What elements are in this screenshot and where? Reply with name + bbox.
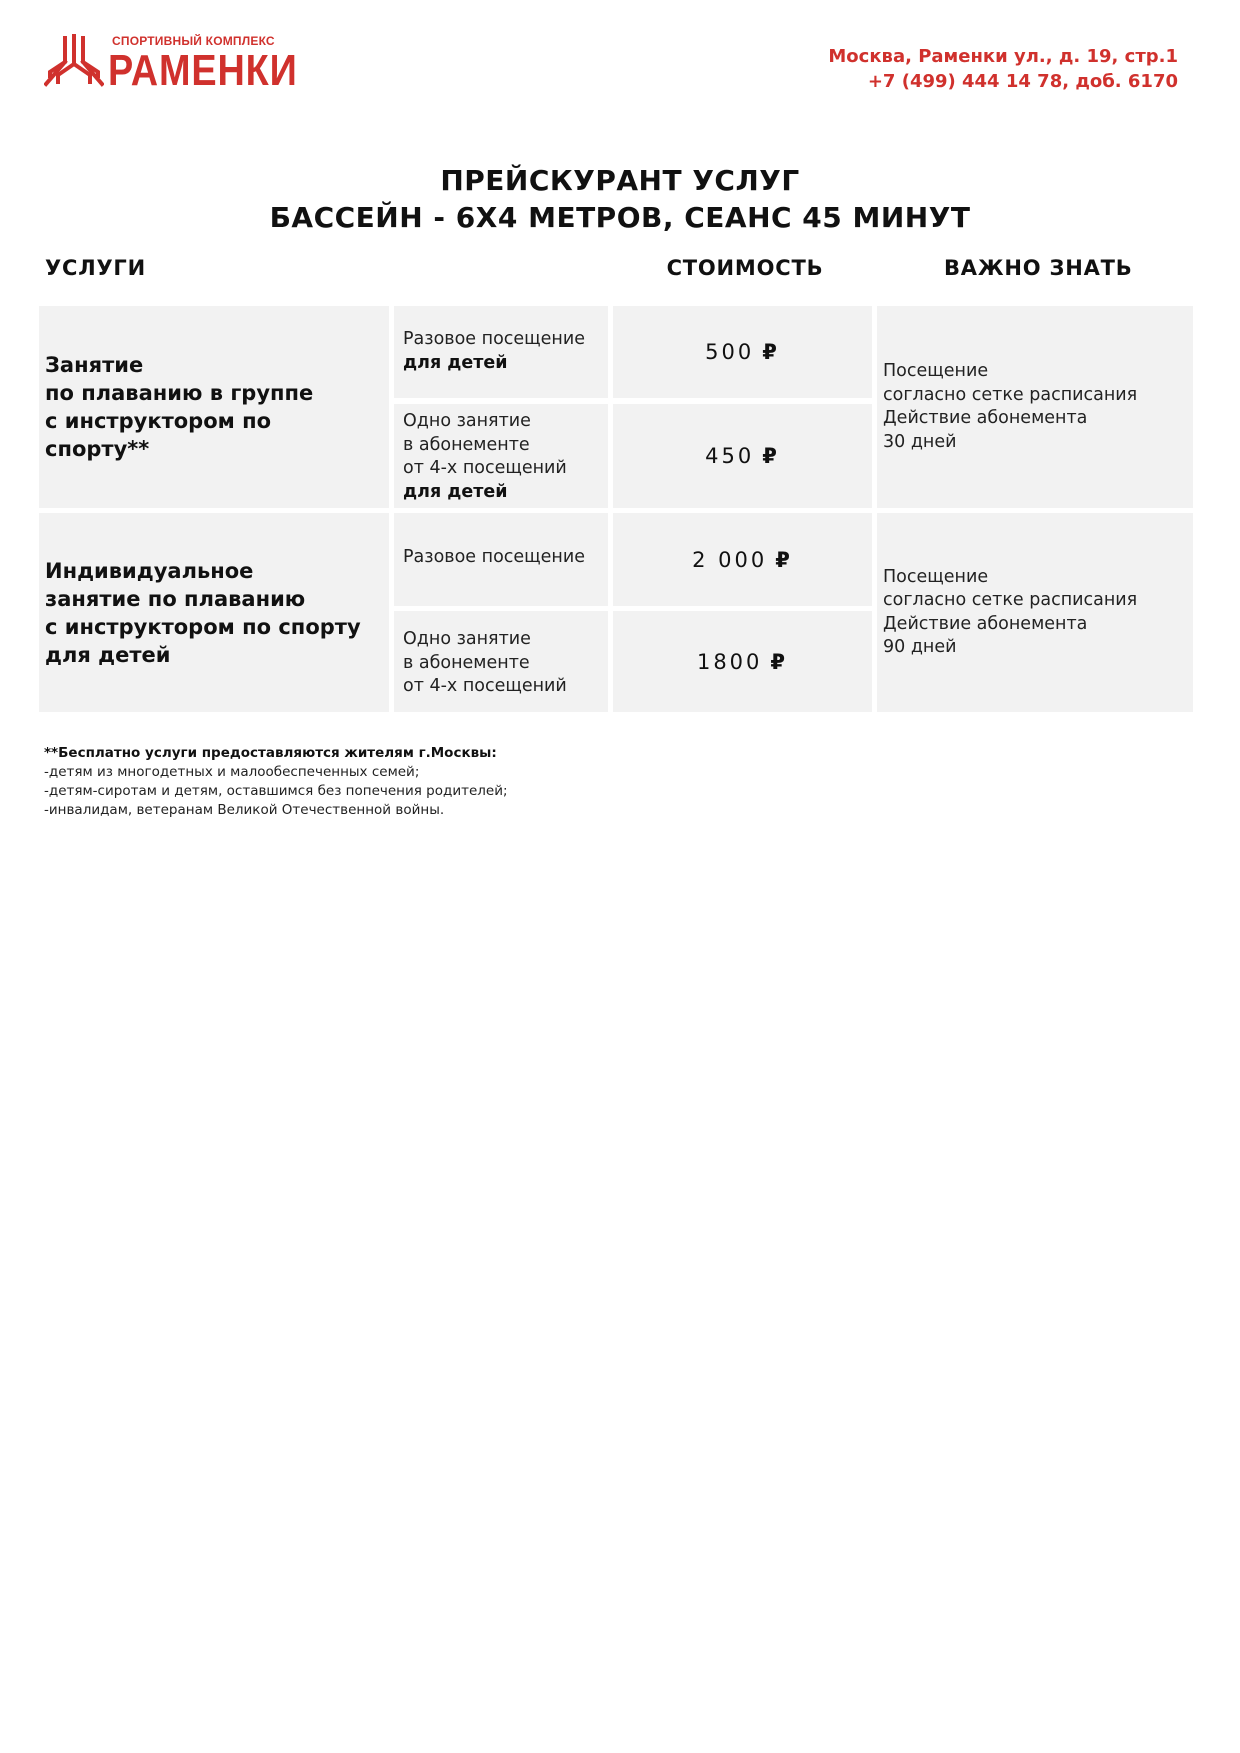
logo-subtitle: СПОРТИВНЫЙ КОМПЛЕКС: [112, 34, 275, 48]
option-audience: для детей: [403, 352, 508, 373]
option-audience: для детей: [403, 481, 508, 502]
title-line-1: ПРЕЙСКУРАНТ УСЛУГ: [440, 164, 800, 197]
address: Москва, Раменки ул., д. 19, стр.1: [828, 46, 1178, 67]
page-title: [0, 162, 1240, 236]
option-subscription: [394, 611, 608, 712]
footnote-line: -детям из многодетных и малообеспеченных семей;: [44, 764, 420, 780]
logo-name: РАМЕНКИ: [108, 46, 298, 95]
option-single-visit: [394, 513, 608, 606]
price-cell: [613, 513, 872, 606]
ruble-icon: ₽: [762, 340, 780, 364]
price-value: 500: [705, 340, 755, 364]
service-individual-swimming: Индивидуальное занятие по плаванию с инструктором по спорту для детей: [39, 513, 389, 712]
service-group-swimming: Занятие по плаванию в группе с инструктором по спорту**: [39, 306, 389, 508]
option-text: Разовое посещение: [403, 547, 586, 567]
price-value: 450: [705, 444, 755, 468]
phone: +7 (499) 444 14 78, доб. 6170: [867, 71, 1178, 92]
contacts: [828, 44, 1178, 94]
option-text: Одно занятие в абонементе от 4-х посещений: [403, 629, 567, 696]
price-cell: [613, 611, 872, 712]
price-cell: [613, 306, 872, 398]
footnote: [44, 744, 508, 820]
footnote-line: -детям-сиротам и детям, оставшимся без попечения родителей;: [44, 783, 508, 799]
price-value: 1800: [696, 649, 763, 674]
column-header-services: УСЛУГИ: [45, 256, 146, 280]
info-note: Посещение согласно сетке расписания Действие абонемента 90 дней: [877, 513, 1193, 712]
footnote-title: **Бесплатно услуги предоставляются жителям г.Москвы:: [44, 745, 497, 761]
ruble-icon: ₽: [770, 649, 789, 674]
column-header-info: ВАЖНО ЗНАТЬ: [944, 256, 1133, 280]
price-cell: [613, 404, 872, 508]
option-text: Разовое посещение: [403, 329, 586, 349]
logo-emblem-icon: [44, 34, 104, 92]
option-subscription: [394, 404, 608, 508]
footnote-line: -инвалидам, ветеранам Великой Отечественной войны.: [44, 802, 445, 818]
option-single-visit: [394, 306, 608, 398]
column-header-price: СТОИМОСТЬ: [666, 256, 824, 280]
price-value: 2 000: [692, 547, 768, 572]
ruble-icon: ₽: [762, 444, 780, 468]
option-text: Одно занятие в абонементе от 4-х посещений: [403, 411, 567, 478]
logo: [44, 34, 298, 95]
ruble-icon: ₽: [775, 547, 793, 572]
title-line-2: БАССЕЙН - 6Х4 МЕТРОВ, СЕАНС 45 МИНУТ: [269, 201, 971, 234]
info-note: Посещение согласно сетке расписания Действие абонемента 30 дней: [877, 306, 1193, 508]
